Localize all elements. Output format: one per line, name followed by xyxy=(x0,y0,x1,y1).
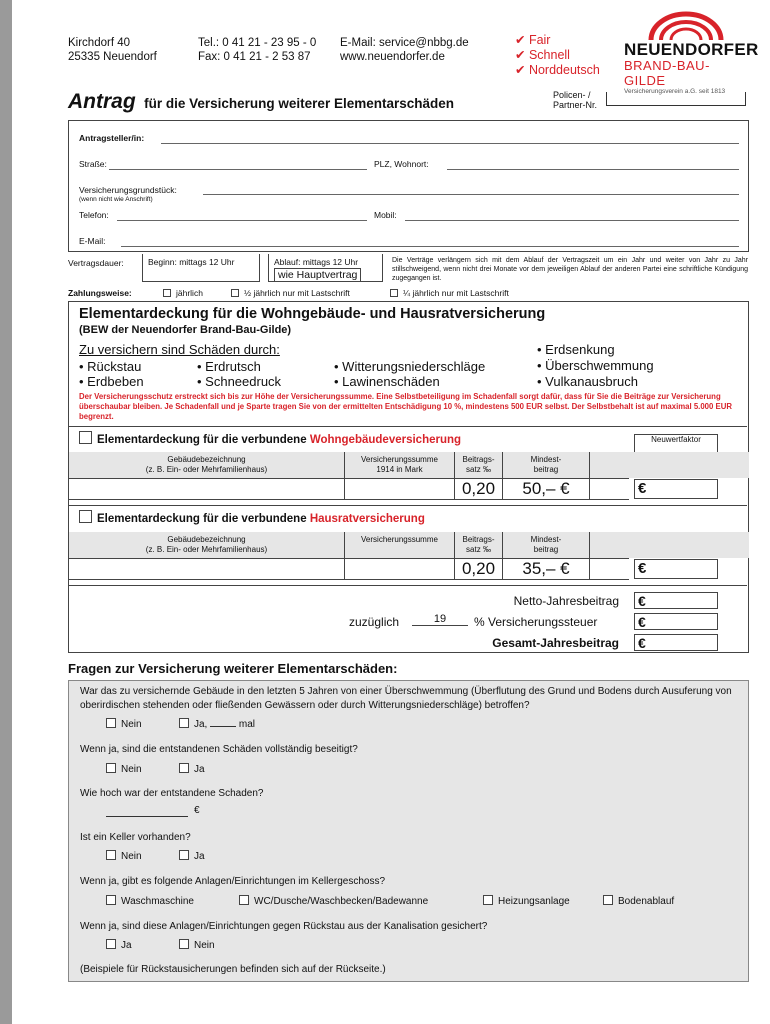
wohn-h3a: Beitrags- xyxy=(462,455,495,464)
a2-label: WC/Dusche/Waschbecken/Badewanne xyxy=(254,896,429,907)
hausrat-header-row xyxy=(69,532,749,558)
hausrat-h4a: Mindest- xyxy=(530,535,562,544)
hausrat-h1b: (z. B. Ein- oder Mehrfamilienhaus) xyxy=(145,545,268,554)
page-title xyxy=(68,90,454,114)
section-subtitle: (BEW der Neuendorfer Brand-Bau-Gilde) xyxy=(79,324,292,336)
q6-nein[interactable] xyxy=(179,939,215,951)
wohn-h3b: satz ‰ xyxy=(466,465,491,474)
z2-label: ½ jährlich nur mit Lastschrift xyxy=(244,288,350,298)
section-title: Elementardeckung für die Wohngebäude- und Hausratversicherung xyxy=(79,306,546,322)
website: www.neuendorfer.de xyxy=(340,51,445,63)
q5-text: Wenn ja, gibt es folgende Anlagen/Einrichtungen im Kellergeschoss? xyxy=(80,876,386,887)
title-big: Antrag xyxy=(68,90,136,113)
q2-ja[interactable] xyxy=(179,763,205,775)
wohn-h4a: Mindest- xyxy=(530,455,562,464)
bullet-rueckstau: • Rückstau xyxy=(79,359,144,374)
hausrat-beitrag-field[interactable] xyxy=(634,559,718,579)
schaeden-heading: Zu versichern sind Schäden durch: xyxy=(79,342,280,357)
slogan-fair: ✔ Fair xyxy=(515,33,551,47)
bullet-erdsenkung: • Erdsenkung xyxy=(537,342,654,358)
hausrat-summe-field[interactable] xyxy=(344,559,454,579)
bullet-lawinen: • Lawinenschäden xyxy=(334,374,485,389)
company-logo xyxy=(624,10,759,95)
euro-icon: € xyxy=(638,480,647,497)
wohn-input-row xyxy=(69,478,629,500)
checkbox-icon xyxy=(390,289,398,297)
q4-ja[interactable] xyxy=(179,850,205,862)
steuer-field[interactable] xyxy=(634,613,718,630)
q1-nein[interactable] xyxy=(106,718,142,730)
q2-nein[interactable] xyxy=(106,763,142,775)
q1-nein-label: Nein xyxy=(121,719,142,730)
totals-divider xyxy=(69,585,747,586)
q2-text: Wenn ja, sind die entstandenen Schäden vollständig beseitigt? xyxy=(80,744,358,755)
checkbox-icon xyxy=(106,850,116,860)
checkbox-icon xyxy=(179,939,189,949)
neuwert-label: Neuwertfaktor xyxy=(651,435,701,444)
phone-block xyxy=(198,36,316,64)
logo-subtitle: Versicherungsverein a.G. seit 1813 xyxy=(624,88,726,95)
bullet-ueberschwemmung: • Überschwemmung xyxy=(537,358,654,374)
wie-hauptvertrag: wie Hauptvertrag xyxy=(274,268,361,282)
email: E-Mail: service@nbbg.de xyxy=(340,37,469,49)
wohn-h1a: Gebäudebezeichnung xyxy=(167,455,246,464)
hausrat-bezeichnung-field[interactable] xyxy=(69,559,344,579)
q1-ja-label: Ja, xyxy=(194,719,208,730)
zahlung-vierteljaehrlich[interactable] xyxy=(390,288,509,298)
q6-nein-label: Nein xyxy=(194,940,215,951)
vertrag-note: Die Verträge verlängern sich mit dem Ablauf der Vertragszeit um ein Jahr und weiter von Jahr zu Jahr stillschweigend, wenn nicht drei Monate vor dem jeweiligen Ablauf der anderen Partei eine schriftliche Kündigung zugegangen ist. xyxy=(392,257,748,282)
q1-count-field[interactable] xyxy=(210,726,236,727)
checkbox-icon xyxy=(106,718,116,728)
elementar-section xyxy=(68,301,749,653)
hausrat-heading xyxy=(79,510,425,525)
bullet-erdrutsch: • Erdrutsch xyxy=(197,359,281,374)
antragsteller-field[interactable] xyxy=(161,143,739,144)
q3-text: Wie hoch war der entstandene Schaden? xyxy=(80,788,264,799)
wohn-divider xyxy=(69,426,747,427)
q4-text: Ist ein Keller vorhanden? xyxy=(80,832,191,843)
hausrat-input-row xyxy=(69,558,629,580)
netto-label: Netto-Jahresbeitrag xyxy=(513,594,619,608)
applicant-box xyxy=(68,120,749,252)
checkbox-icon xyxy=(603,895,613,905)
checkbox-icon xyxy=(106,763,116,773)
q1-mal-label: mal xyxy=(238,719,256,730)
slogan-block xyxy=(515,33,600,78)
hausrat-h1a: Gebäudebezeichnung xyxy=(167,535,246,544)
q3-euro: € xyxy=(194,805,200,816)
contact-block xyxy=(340,36,469,64)
wohn-h2b: 1914 in Mark xyxy=(376,465,423,474)
slogan-schnell: ✔ Schnell xyxy=(515,48,570,62)
email-label: E-Mail: xyxy=(79,236,106,246)
zuzueglich-label: zuzüglich xyxy=(349,615,400,629)
hausrat-satz: 0,20 xyxy=(454,559,502,579)
gesamt-label: Gesamt-Jahresbeitrag xyxy=(492,636,619,650)
wohn-min: 50,– € xyxy=(502,479,590,499)
vertragsdauer-label: Vertragsdauer: xyxy=(68,258,124,268)
q4-nein-label: Nein xyxy=(121,851,142,862)
q4-ja-label: Ja xyxy=(194,851,205,862)
fragen-title: Fragen zur Versicherung weiterer Elementarschäden: xyxy=(68,661,398,676)
tel: Tel.: 0 41 21 - 23 95 - 0 xyxy=(198,37,317,49)
title-rest: für die Versicherung weiterer Elementarschäden xyxy=(144,96,454,111)
bullet-vulkan: • Vulkanausbruch xyxy=(537,374,654,390)
beginn-field[interactable] xyxy=(142,254,260,282)
logo-tagline: BRAND-BAU-GILDE xyxy=(624,58,710,88)
fragen-box xyxy=(68,680,749,982)
checkbox-icon xyxy=(106,939,116,949)
address-block xyxy=(68,36,157,64)
q3-amount-field[interactable] xyxy=(106,805,188,817)
strasse-field[interactable] xyxy=(109,169,367,170)
hausrat-h2a: Versicherungssumme xyxy=(361,535,438,544)
a1-label: Waschmaschine xyxy=(121,896,194,907)
steuer-value: 19 xyxy=(412,613,468,626)
address-line-2: 25335 Neuendorf xyxy=(68,51,157,63)
checkbox-icon xyxy=(179,718,189,728)
q1-text: War das zu versichernde Gebäude in den letzten 5 Jahren von einer Überschwemmung (Überflutung des Grund und Bodens durch Ausuferung von oberirdischen stehenden oder fließenden Gewässern oder durch Witterungsniederschläge) betroffen? xyxy=(80,686,732,711)
q6-ja-label: Ja xyxy=(121,940,132,951)
wohn-h4b: beitrag xyxy=(533,465,559,474)
hausrat-min: 35,– € xyxy=(502,559,590,579)
euro-icon: € xyxy=(638,614,646,630)
bullet-witterung: • Witterungsniederschläge xyxy=(334,359,485,374)
email-field[interactable] xyxy=(121,246,739,247)
fax: Fax: 0 41 21 - 2 53 87 xyxy=(198,51,311,63)
checkbox-icon xyxy=(483,895,493,905)
mobil-field[interactable] xyxy=(405,220,739,221)
z1-label: jährlich xyxy=(176,288,203,298)
beginn-label: Beginn: mittags 12 Uhr xyxy=(148,257,235,267)
bullet-col-2 xyxy=(197,359,281,389)
euro-icon: € xyxy=(638,635,646,651)
zahlungsweise-label: Zahlungsweise: xyxy=(68,288,132,298)
ablauf-label: Ablauf: mittags 12 Uhr xyxy=(274,257,359,267)
a3-heizung[interactable] xyxy=(483,895,570,907)
zahlung-jaehrlich[interactable] xyxy=(163,288,203,298)
a1-waschmaschine[interactable] xyxy=(106,895,194,907)
selbstbeteiligung-warning: Der Versicherungsschutz erstreckt sich bis zur Höhe der Versicherungssumme. Eine Selbstbeteiligung im Schadenfall sorgt dafür, dass für Sie die Beiträge zur Versicherung überschaubar bleiben. Je Schadenfall und je Sparte tragen Sie von der ermittelten Entschädigung 10 %, mindestens 500 EUR selbst. Der Selbstbehalt ist auf maximal 5.000 EUR begrenzt. xyxy=(79,392,732,421)
a3-label: Heizungsanlage xyxy=(498,896,570,907)
wohn-h2a: Versicherungssumme xyxy=(361,455,438,464)
checkbox-icon xyxy=(106,895,116,905)
left-margin-bar xyxy=(0,0,12,1024)
q2-ja-label: Ja xyxy=(194,764,205,775)
z3-label: ¼ jährlich nur mit Lastschrift xyxy=(403,288,509,298)
logo-name: NEUENDORFER xyxy=(624,40,759,59)
q1-ja[interactable] xyxy=(179,718,255,730)
checkbox-icon xyxy=(179,850,189,860)
a2-wc[interactable] xyxy=(239,895,428,907)
bullet-col-3 xyxy=(334,359,485,389)
euro-icon: € xyxy=(638,560,647,577)
q2-nein-label: Nein xyxy=(121,764,142,775)
a4-label: Bodenablauf xyxy=(618,896,675,907)
grundstueck-field[interactable] xyxy=(203,194,739,195)
wohn-prefix: Elementardeckung für die verbundene xyxy=(97,434,310,446)
q6-ja[interactable] xyxy=(106,939,132,951)
police-label: Policen- / Partner-Nr. xyxy=(553,90,598,110)
checkbox-icon xyxy=(179,763,189,773)
netto-field[interactable] xyxy=(634,592,718,609)
logo-arc-icon xyxy=(646,10,726,40)
euro-icon: € xyxy=(638,593,646,609)
hausrat-h4b: beitrag xyxy=(533,545,559,554)
plz-label: PLZ, Wohnort: xyxy=(374,159,429,169)
wohn-bezeichnung-field[interactable] xyxy=(69,479,344,499)
bullet-erdbeben: • Erdbeben xyxy=(79,374,144,389)
telefon-field[interactable] xyxy=(117,220,367,221)
antragsteller-label: Antragsteller/in: xyxy=(79,133,145,143)
wohn-satz: 0,20 xyxy=(454,479,502,499)
address-line-1: Kirchdorf 40 xyxy=(68,37,131,49)
ablauf-field[interactable] xyxy=(268,254,383,282)
wohn-header-row xyxy=(69,452,749,478)
zahlung-halbjaehrlich[interactable] xyxy=(231,288,350,298)
bullet-col-4 xyxy=(537,342,654,390)
grundstueck-note: (wenn nicht wie Anschrift) xyxy=(79,196,153,203)
wohn-red: Wohngebäudeversicherung xyxy=(309,434,462,446)
mobil-label: Mobil: xyxy=(374,210,397,220)
wohn-beitrag-field[interactable] xyxy=(634,479,718,499)
hausrat-checkbox[interactable] xyxy=(79,510,92,523)
hausrat-prefix: Elementardeckung für die verbundene xyxy=(97,513,310,525)
checkbox-icon xyxy=(239,895,249,905)
gesamt-field[interactable] xyxy=(634,634,718,651)
wohn-h1b: (z. B. Ein- oder Mehrfamilienhaus) xyxy=(145,465,268,474)
checkbox-icon xyxy=(231,289,239,297)
q4-nein[interactable] xyxy=(106,850,142,862)
checkbox-icon xyxy=(163,289,171,297)
bullet-schneedruck: • Schneedruck xyxy=(197,374,281,389)
steuer-label: % Versicherungssteuer xyxy=(474,615,598,629)
hausrat-red: Hausratversicherung xyxy=(309,513,425,525)
hausrat-h3a: Beitrags- xyxy=(462,535,495,544)
bullet-col-1 xyxy=(79,359,144,389)
slogan-norddeutsch: ✔ Norddeutsch xyxy=(515,63,600,77)
hausrat-divider xyxy=(69,505,747,506)
hausrat-h3b: satz ‰ xyxy=(466,545,491,554)
rueckstau-note: (Beispiele für Rückstausicherungen befinden sich auf der Rückseite.) xyxy=(80,964,386,975)
wohn-checkbox[interactable] xyxy=(79,431,92,444)
a4-bodenablauf[interactable] xyxy=(603,895,674,907)
plz-field[interactable] xyxy=(447,169,739,170)
grundstueck-label: Versicherungsgrundstück: xyxy=(79,185,177,195)
q6-text: Wenn ja, sind diese Anlagen/Einrichtungen gegen Rückstau aus der Kanalisation gesichert? xyxy=(80,921,488,932)
wohn-heading xyxy=(79,431,461,446)
police-number-field[interactable] xyxy=(606,92,746,106)
wohn-summe-field[interactable] xyxy=(344,479,454,499)
strasse-label: Straße: xyxy=(79,159,107,169)
telefon-label: Telefon: xyxy=(79,210,109,220)
